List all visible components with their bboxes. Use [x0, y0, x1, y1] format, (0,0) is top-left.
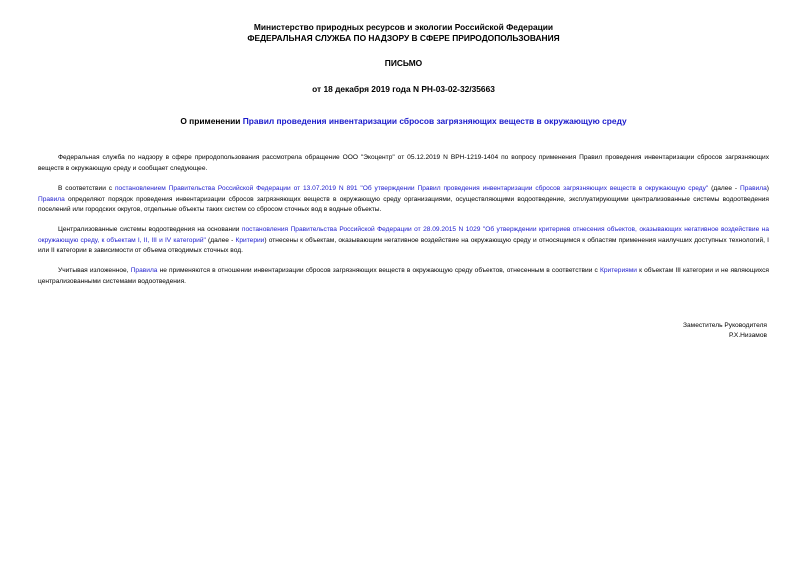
- paragraph-1: Федеральная служба по надзору в сфере природопользования рассмотрела обращение ООО "Экоцентр" от 05.12.2019 N ВРН-1219-1404 по вопросу применения Правил проведения инвентаризации сбросов загрязняющих веществ в окружающую среду и сообщает следующее.: [38, 154, 769, 172]
- p3-link-criteria[interactable]: Критерии: [235, 236, 265, 244]
- p3-text-2: (далее -: [205, 236, 236, 244]
- ministry-title: Министерство природных ресурсов и экологии Российской Федерации: [253, 22, 554, 32]
- p2-text-3: ): [766, 185, 769, 192]
- paragraph-4: [38, 266, 769, 287]
- document-type: ПИСЬМО: [384, 58, 423, 68]
- p3-text-3: ) отнесены к объектам, оказывающим негативное воздействие на окружающую среду и относящимся к областям применения наилучших доступных технологий, I или II категории в зависимости от объема отводимых сточных вод.: [38, 236, 769, 255]
- service-title: ФЕДЕРАЛЬНАЯ СЛУЖБА ПО НАДЗОРУ В СФЕРЕ ПРИРОДОПОЛЬЗОВАНИЯ: [247, 33, 560, 43]
- document-subject: [0, 116, 807, 126]
- paragraph-2: [38, 184, 769, 216]
- p4-text-1: Учитывая изложенное,: [58, 267, 131, 274]
- p4-text-3: к объектам III категории и не являющихся централизованными системами водоотведения.: [38, 267, 769, 285]
- document-date-number: от 18 декабря 2019 года N РН-03-02-32/35663: [312, 84, 495, 94]
- p3-link-resolution[interactable]: постановления Правительства Российской Федерации от 28.09.2015 N 1029 "Об утверждении критериев отнесения объектов, оказывающих негативное воздействие на окружающую среду, к объектам I, II, III и IV категорий": [38, 226, 769, 244]
- p4-link-criteria[interactable]: Критериями: [600, 267, 637, 274]
- p2-text-4: определяют порядок проведения инвентаризации сбросов загрязняющих веществ в окружающую среду организациями, осуществляющими водоотведение, эксплуатирующими централизованные системы водоотведения поселений или городских округов, отдельные объекты таких систем со сбросом сточных вод в водные объекты.: [38, 195, 769, 214]
- p4-link-rules[interactable]: Правила: [130, 267, 158, 274]
- signature-position: Заместитель Руководителя: [683, 322, 767, 329]
- p2-link-rules-2[interactable]: Правила: [38, 195, 65, 203]
- subject-link[interactable]: Правил проведения инвентаризации сбросов загрязняющих веществ в окружающую среду: [242, 116, 627, 126]
- subject-prefix: О применении: [180, 116, 243, 126]
- p2-text-1: В соответствии с: [58, 185, 115, 192]
- p2-link-resolution[interactable]: постановлением Правительства Российской Федерации от 13.07.2019 N 891 "Об утверждении Правил проведения инвентаризации сбросов загрязняющих веществ в окружающую среду": [114, 185, 709, 192]
- p4-text-2: не применяются в отношении инвентаризации сбросов загрязняющих веществ в окружающую среду объектов, отнесенным в соответствии с: [157, 267, 600, 274]
- p2-link-rules[interactable]: Правила: [740, 185, 767, 192]
- signature-name: Р.Х.Низамов: [728, 332, 767, 339]
- paragraph-3: [38, 225, 769, 257]
- p3-text-1: Централизованные системы водоотведения на основании: [58, 226, 242, 233]
- p2-text-2: (далее -: [708, 185, 741, 192]
